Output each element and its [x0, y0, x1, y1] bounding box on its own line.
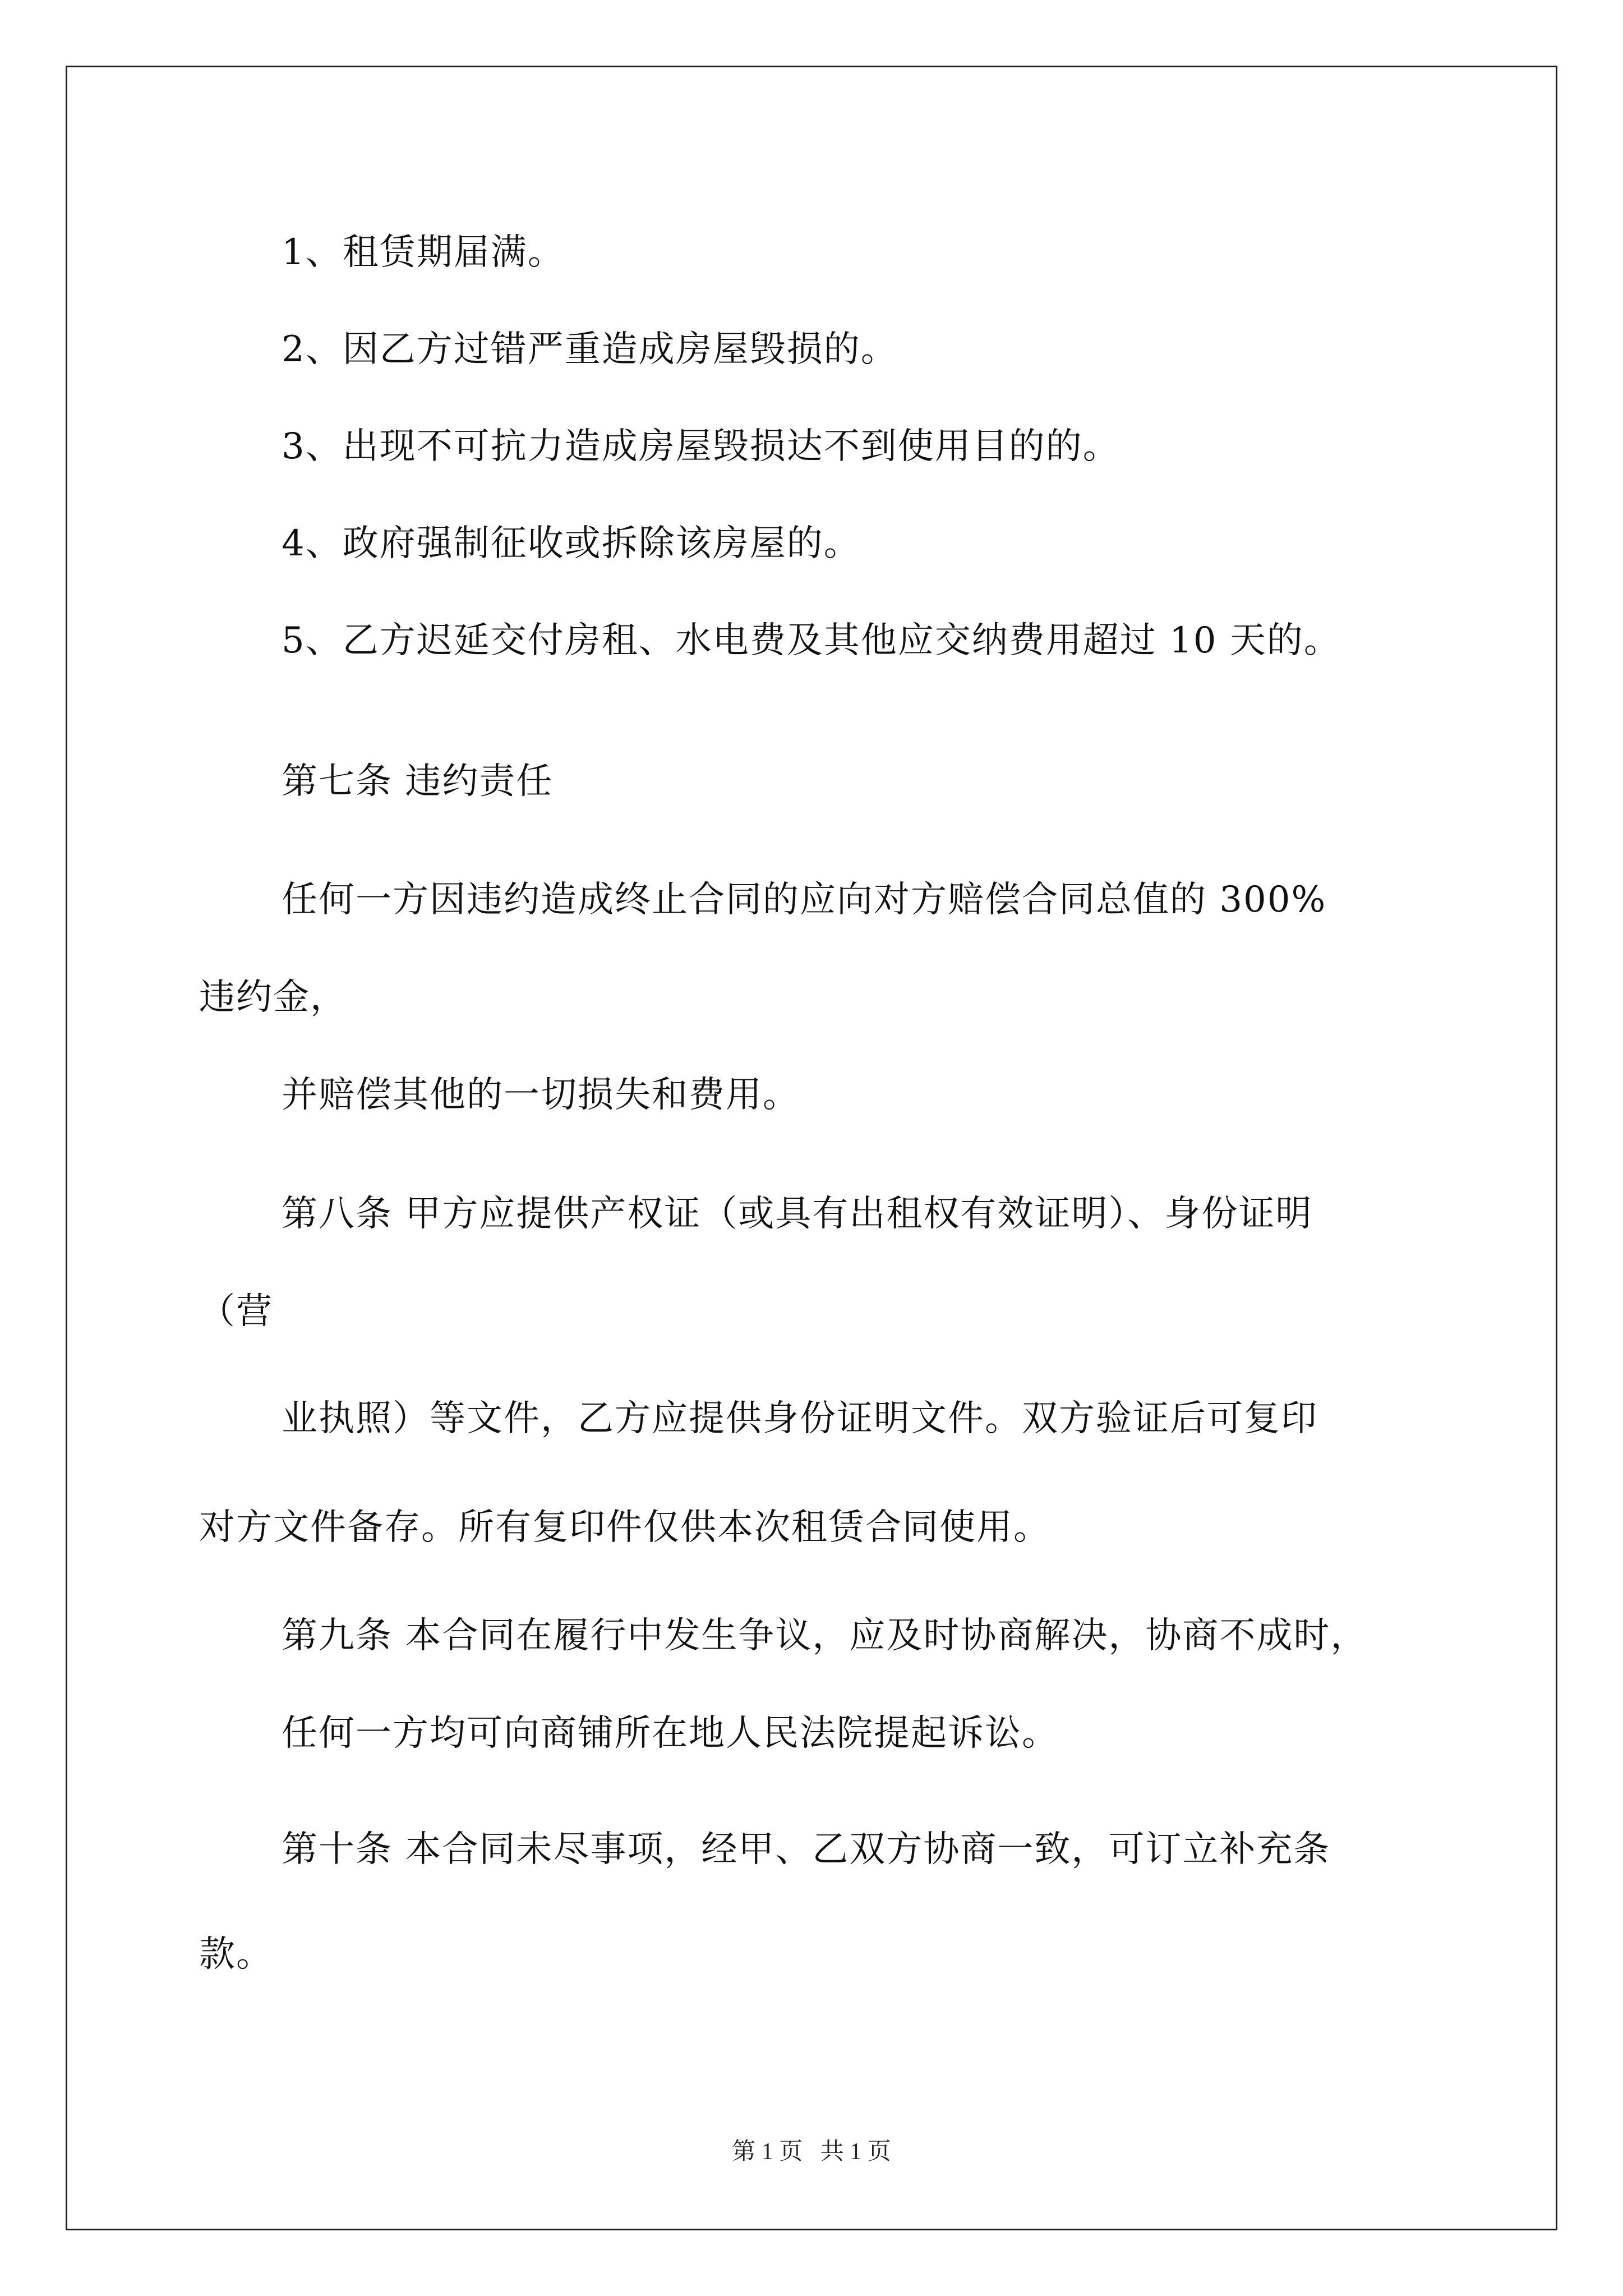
clause-item-5: 5、乙方迟延交付房租、水电费及其他应交纳费用超过 10 天的。 [282, 620, 1341, 661]
article-7-text-line: 并赔偿其他的一切损失和费用。 [282, 1074, 800, 1116]
page-footer: 第 1 页 共 1 页 [732, 2139, 891, 2165]
article-10-text-line: 第十条 本合同未尽事项，经甲、乙双方协商一致，可订立补充条 [282, 1829, 1331, 1870]
article-9-text-line: 第九条 本合同在履行中发生争议，应及时协商解决，协商不成时， [282, 1615, 1368, 1657]
clause-item-3: 3、出现不可抗力造成房屋毁损达不到使用目的的。 [282, 426, 1120, 467]
article-8-text-line: 对方文件备存。所有复印件仅供本次租赁合同使用。 [199, 1507, 1050, 1548]
article-8-text-line: （营 [199, 1291, 273, 1332]
article-10-text-line: 款。 [199, 1934, 273, 1975]
clause-item-2: 2、因乙方过错严重造成房屋毁损的。 [282, 329, 898, 370]
clause-item-1: 1、租赁期届满。 [282, 232, 565, 273]
page-frame [66, 66, 1557, 2230]
article-7-text-line: 违约金， [199, 977, 347, 1018]
article-8-text-line: 第八条 甲方应提供产权证（或具有出租权有效证明）、身份证明 [282, 1193, 1313, 1235]
clause-item-4: 4、政府强制征收或拆除该房屋的。 [282, 523, 861, 564]
article-9-text-line: 任何一方均可向商铺所在地人民法院提起诉讼。 [282, 1713, 1059, 1754]
article-7-text-line: 任何一方因违约造成终止合同的应向对方赔偿合同总值的 300% [282, 879, 1327, 921]
article-8-text-line: 业执照）等文件，乙方应提供身份证明文件。双方验证后可复印 [282, 1398, 1318, 1439]
article-7-heading: 第七条 违约责任 [282, 761, 554, 802]
